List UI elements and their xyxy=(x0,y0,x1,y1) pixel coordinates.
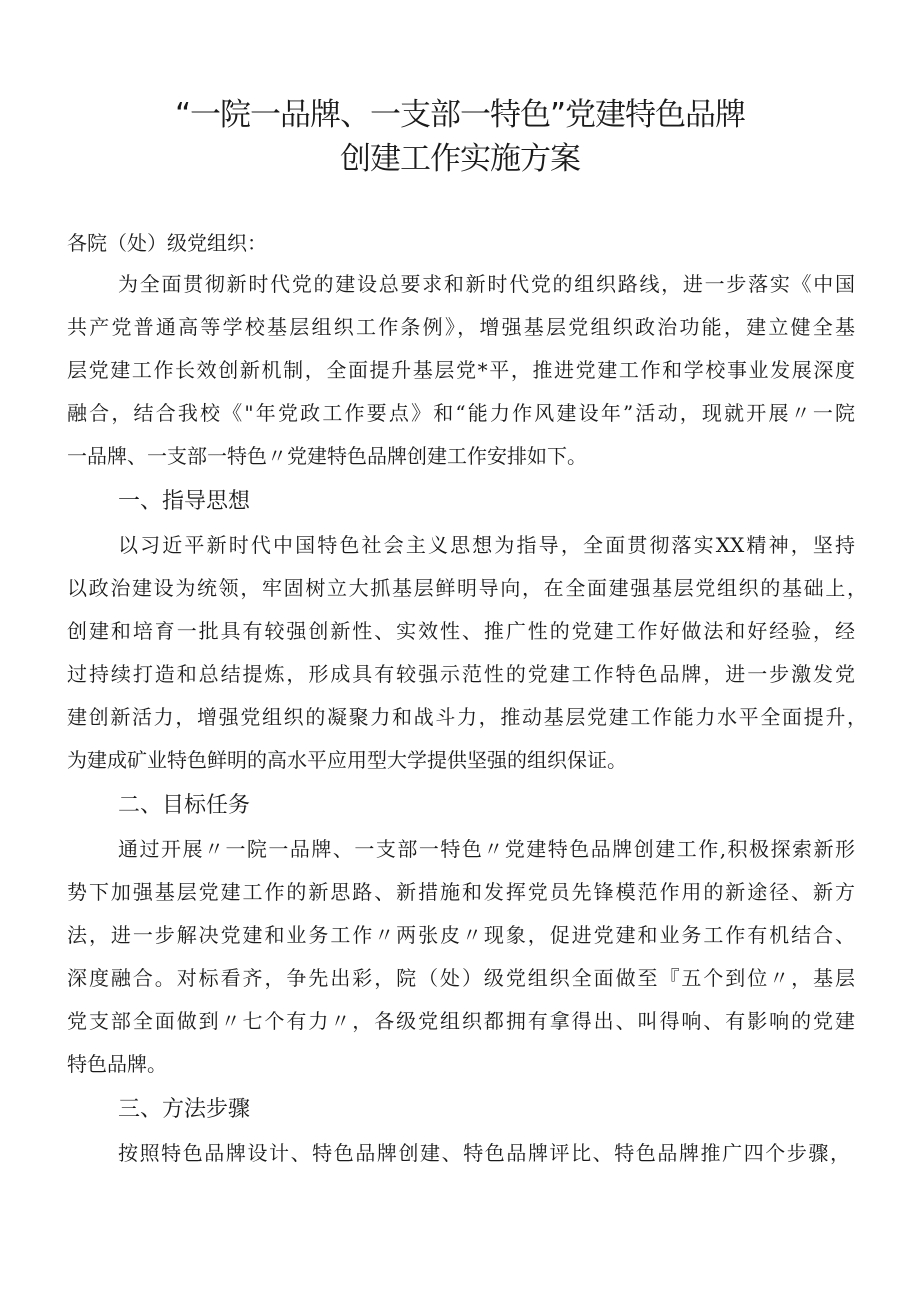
paragraph-line: 按照特色品牌设计、特色品牌创建、特色品牌评比、特色品牌推广四个步骤， xyxy=(118,1141,850,1165)
paragraph-line: 以政治建设为统领，牢固树立大抓基层鲜明导向，在全面建强基层党组织的基础上， xyxy=(67,576,867,600)
paragraph-line: 以习近平新时代中国特色社会主义思想为指导，全面贯彻落实XX精神，坚持 xyxy=(118,533,855,557)
paragraph-line: 党支部全面做到〃七个有力〃，各级党组织都拥有拿得出、叫得响、有影响的党建 xyxy=(67,1009,855,1033)
intro-line: 为全面贯彻新时代党的建设总要求和新时代党的组织路线，进一步落实《中国 xyxy=(118,272,855,296)
paragraph-line: 过持续打造和总结提炼，形成具有较强示范性的党建工作特色品牌，进一步激发党 xyxy=(67,662,855,686)
section-heading: 一、指导思想 xyxy=(118,489,251,514)
intro-line: 共产党普通高等学校基层组织工作条例》，增强基层党组织政治功能，建立健全基 xyxy=(67,315,855,339)
paragraph-line: 通过开展〃一院一品牌、一支部一特色〃党建特色品牌创建工作,积极探索新形 xyxy=(118,837,855,861)
section-heading: 二、目标任务 xyxy=(118,793,251,818)
intro-line: 一品牌、一支部一特色〃党建特色品牌创建工作安排如下。 xyxy=(67,444,587,468)
paragraph-line: 为建成矿业特色鲜明的高水平应用型大学提供坚强的组织保证。 xyxy=(67,748,627,772)
paragraph-line: 创建和培育一批具有较强创新性、实效性、推广性的党建工作好做法和好经验，经 xyxy=(67,619,855,643)
intro-line: 层党建工作长效创新机制，全面提升基层党*平，推进党建工作和学校事业发展深度 xyxy=(67,358,855,382)
paragraph-line: 建创新活力，增强党组织的凝聚力和战斗力，推动基层党建工作能力水平全面提升， xyxy=(67,705,867,729)
paragraph-line: 特色品牌。 xyxy=(67,1052,167,1076)
salutation: 各院（处）级党组织： xyxy=(67,231,267,255)
paragraph-line: 势下加强基层党建工作的新思路、新措施和发挥党员先锋模范作用的新途径、新方 xyxy=(67,880,855,904)
paragraph-line: 法，进一步解决党建和业务工作〃两张皮〃现象，促进党建和业务工作有机结合、 xyxy=(67,923,855,947)
document-title-line-2: 创建工作实施方案 xyxy=(340,141,580,177)
document-title-line-1: “一院一品牌、一支部一特色”党建特色品牌 xyxy=(174,97,746,133)
section-heading: 三、方法步骤 xyxy=(118,1097,251,1122)
paragraph-line: 深度融合。对标看齐，争先出彩，院（处）级党组织全面做至『五个到位〃，基层 xyxy=(67,966,855,990)
intro-line: 融合，结合我校《"年党政工作要点》和“能力作风建设年”活动，现就开展〃一院 xyxy=(67,401,855,425)
